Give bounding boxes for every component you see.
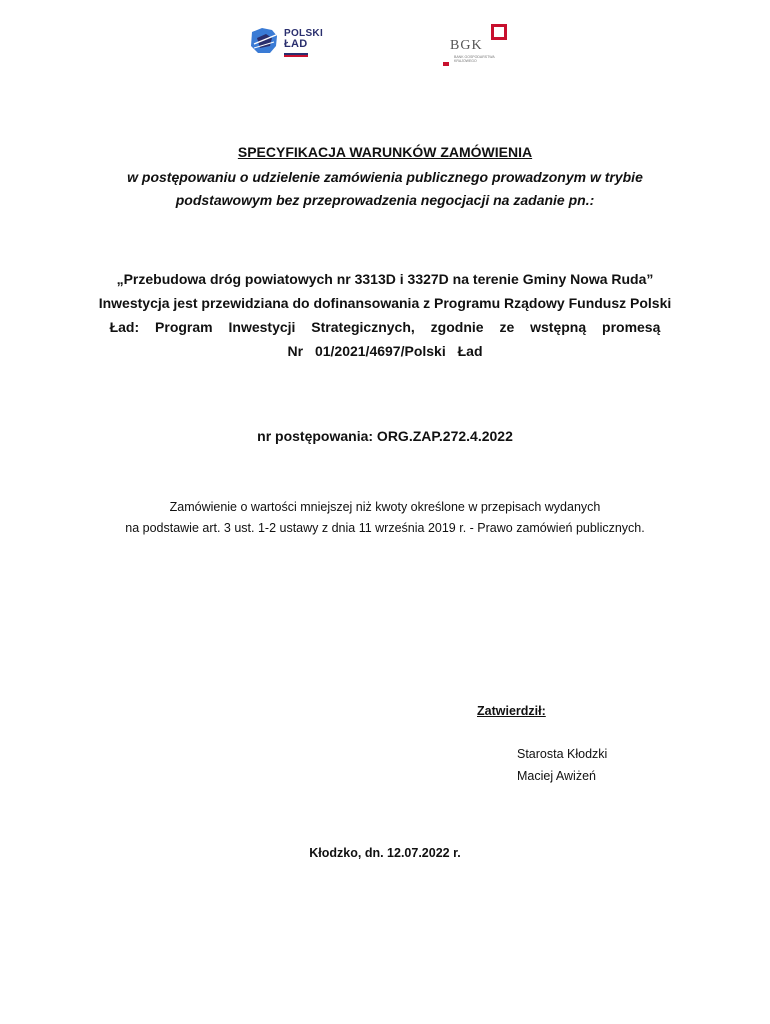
task-description [40,267,730,363]
task-line-3: Ład: Program Inwestycji Strategicznych, zgodnie ze wstępną promesą [109,319,661,335]
polski-lad-logo [248,26,338,62]
document-subtitle [40,166,730,212]
polski-lad-line2: ŁAD [284,38,308,50]
task-line-4: Nr 01/2021/4697/Polski Ład [287,343,483,359]
task-line-2: Inwestycja jest przewidziana do dofinansowania z Programu Rządowy Fundusz Polski [98,295,672,311]
polski-lad-line1: POLSKI [284,28,324,39]
bgk-small-text: BANK GOSPODARSTWA KRAJOWEGO [454,55,495,63]
value-note-line-2: na podstawie art. 3 ust. 1-2 ustawy z dnia 11 września 2019 r. - Prawo zamówień publicznych. [125,521,645,535]
place-date: Kłodzko, dn. 12.07.2022 r. [309,846,461,860]
bgk-square-icon [491,24,507,40]
value-note [40,497,730,539]
procedure-number: nr postępowania: ORG.ZAP.272.4.2022 [257,428,513,444]
poland-map-icon [248,26,280,56]
subtitle-line-1: w postępowaniu o udzielenie zamówienia publicznego prowadzonym w trybie [127,169,643,185]
signatory-position: Starosta Kłodzki [517,747,608,761]
bgk-red-mark [443,62,449,66]
document-title: SPECYFIKACJA WARUNKÓW ZAMÓWIENIA [237,144,533,160]
bgk-logo [443,24,523,68]
value-note-line-1: Zamówienie o wartości mniejszej niż kwoty określone w przepisach wydanych [169,500,601,514]
bgk-name: BGK [450,38,483,53]
subtitle-line-2: podstawowym bez przeprowadzenia negocjacji na zadanie pn.: [175,192,595,208]
task-line-1: „Przebudowa dróg powiatowych nr 3313D i 3327D na terenie Gminy Nowa Ruda” [116,271,654,287]
approval-label: Zatwierdził: [477,704,546,718]
signatory-name: Maciej Awiżeń [517,769,596,783]
polski-lad-bars [284,53,308,57]
signatory [517,743,607,787]
